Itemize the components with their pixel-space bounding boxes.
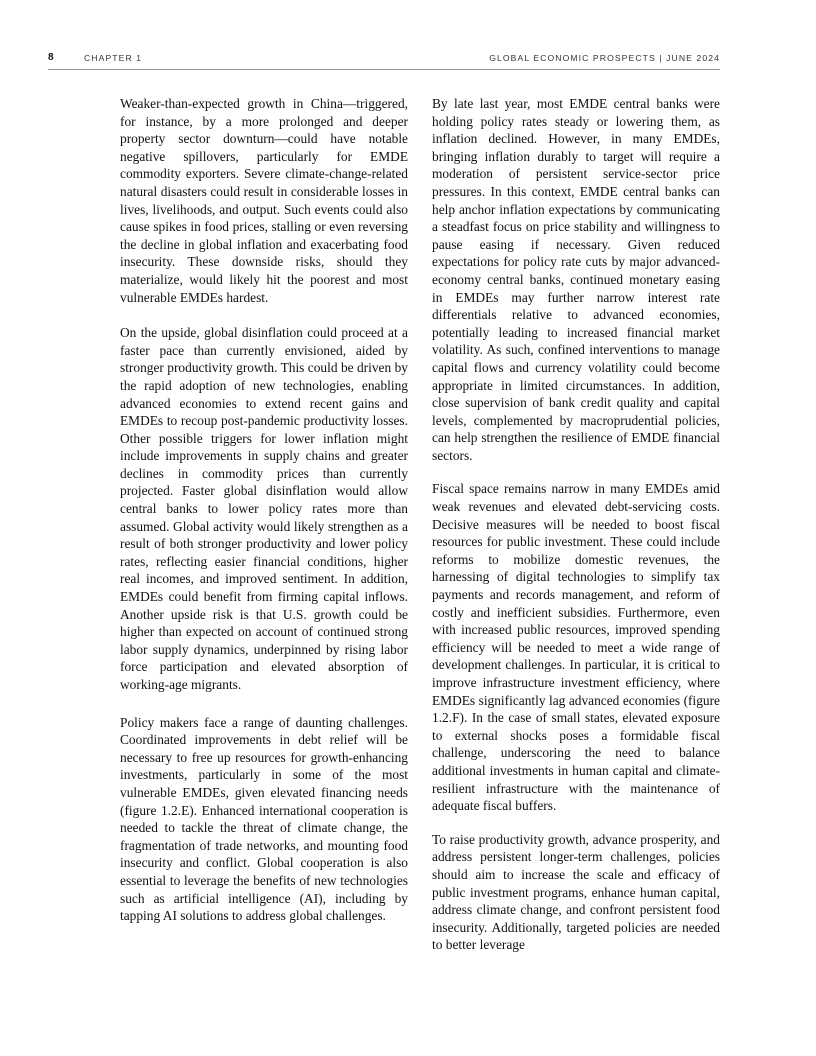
paragraph-central-banks: By late last year, most EMDE central banks were holding policy rates steady or lowering them, as inflation declined. However, in many EMDEs, bringing inflation durably to target will require a moderation of persistent service-sector price pressures. In this context, EMDE central banks can help anchor inflation expectations by communicating a steadfast focus on price stability and willingness to pause easing if necessary. Given reduced expectations for policy rate cuts by major advanced-economy central banks, continued monetary easing in EMDEs may further narrow interest rate differentials relative to advanced economies, potentially leading to increased financial market volatility. As such, confined interventions to manage capital flows and currency volatility could become appropriate in limited circumstances. In addition, close supervision of bank credit quality and capital levels, complemented by macroprudential policies, can help strengthen the resilience of EMDE financial sectors. — [432, 96, 720, 463]
paragraph-upside-risks: On the upside, global disinflation could proceed at a faster pace than currently envisioned, aided by stronger productivity growth. This could be driven by the rapid adoption of new technologies, enabling advanced economies to extend recent gains and EMDEs to recoup post-pandemic productivity losses. Other possible triggers for lower inflation might include improvements in supply chains and greater declines in commodity prices than currently projected. Faster global disinflation would allow central banks to lower policy rates more than assumed. Global activity would likely strengthen as a result of both stronger productivity and lower policy rates, reflecting easier financial conditions, higher real incomes, and improved sentiment. In addition, EMDEs could benefit from firming capital inflows. Another upside risk is that U.S. growth could be higher than expected on account of continued strong labor supply dynamics, underpinned by rising labor force participation and elevated absorption of working-age migrants. — [120, 325, 408, 692]
paragraph-policy-challenges: Policy makers face a range of daunting challenges. Coordinated improvements in debt relief will be necessary to free up resources for growth-enhancing investments, particularly in some of the most vulnerable EMDEs, given elevated financing needs (figure 1.2.E). Enhanced international cooperation is needed to tackle the threat of climate change, the fragmentation of trade networks, and mounting food insecurity and conflict. Global cooperation is also essential to leverage the benefits of new technologies such as artificial intelligence (AI), including by tapping AI solutions to address global challenges. — [120, 714, 408, 924]
right-column — [432, 95, 720, 954]
report-title: GLOBAL ECONOMIC PROSPECTS | JUNE 2024 — [489, 53, 720, 63]
paragraph-china-risks: Weaker-than-expected growth in China—triggered, for instance, by a more prolonged and deeper property sector downturn—could have notable negative spillovers, particularly for EMDE commodity exporters. Severe climate-change-related natural disasters could result in considerable losses in lives, livelihoods, and output. Such events could also cause spikes in food prices, stalling or even reversing the decline in global inflation and exacerbating food insecurity. These downside risks, should they materialize, would likely hit the poorest and most vulnerable EMDEs hardest. — [120, 96, 408, 305]
chapter-label: CHAPTER 1 — [84, 53, 143, 63]
left-column — [120, 95, 408, 925]
header-rule — [48, 69, 720, 70]
page-number: 8 — [48, 52, 54, 63]
paragraph-productivity: To raise productivity growth, advance prosperity, and address persistent longer-term challenges, policies should aim to increase the scale and efficacy of public investment programs, enhance human capital, address climate change, and confront persistent food insecurity. Additionally, targeted policies are needed to better leverage — [432, 831, 720, 953]
running-header — [48, 52, 720, 66]
paragraph-fiscal-space: Fiscal space remains narrow in many EMDEs amid weak revenues and elevated debt-servicing costs. Decisive measures will be needed to boost fiscal resources for public investment. These could include reforms to mobilize domestic revenues, the harnessing of digital technologies to simplify tax payments and records management, and reform of costly and inefficient subsidies. Furthermore, even with increased public resources, improved spending efficiency will be needed to meet a wide range of development challenges. In particular, it is critical to improve infrastructure investment efficiency, where EMDEs significantly lag advanced economies (figure 1.2.F). In the case of small states, elevated exposure to external shocks poses a formidable fiscal challenge, underscoring the need to balance additional investments in human capital and climate-resilient infrastructure with the maintenance of adequate fiscal buffers. — [432, 481, 720, 814]
